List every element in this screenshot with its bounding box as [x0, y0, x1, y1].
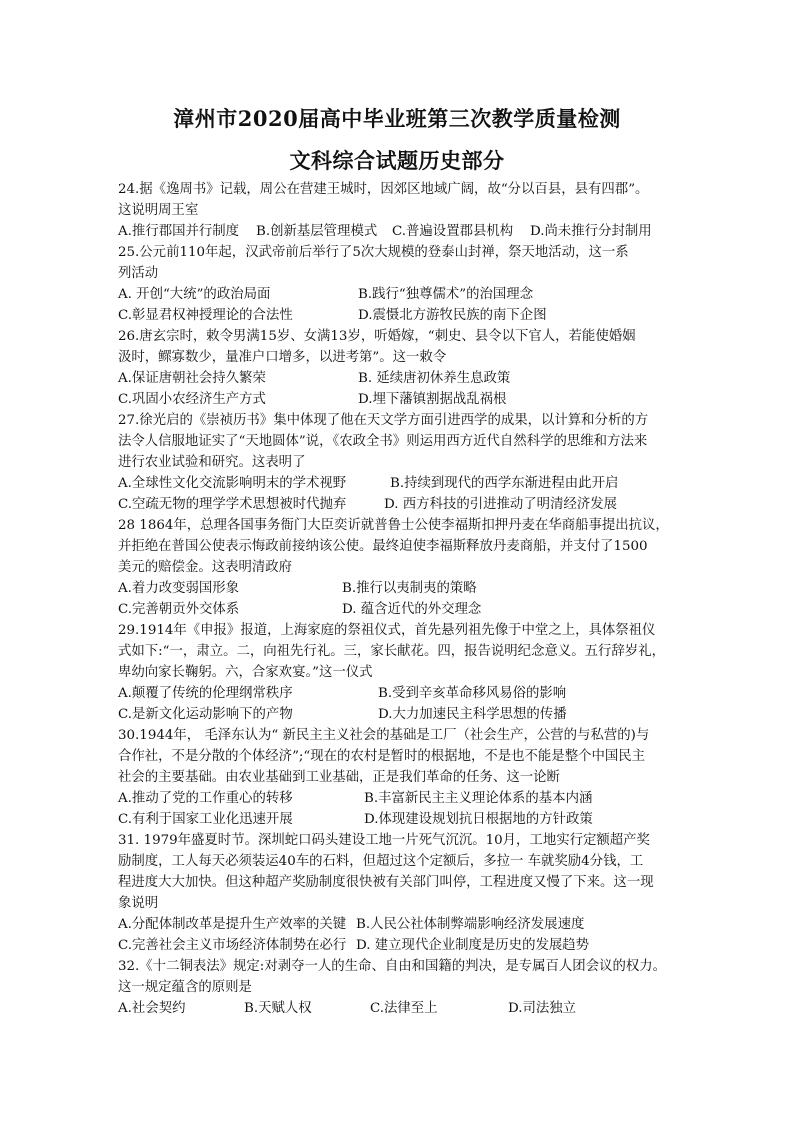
- question-stem-line: 进行农业试验和研究。这表明了: [118, 455, 306, 470]
- option-a[interactable]: A.分配体制改革是提升生产效率的关键: [118, 917, 347, 932]
- option-c[interactable]: C.巩固小农经济生产方式: [118, 392, 266, 407]
- options-row: [118, 809, 678, 830]
- question-stem-line: 25.公元前110年起，汉武帝前后举行了5次大规模的登泰山封禅，祭天地活动，这一系: [118, 245, 629, 260]
- options-row: [118, 494, 678, 515]
- options-row: [118, 914, 678, 935]
- option-c[interactable]: C.是新文化运动影响下的产物: [118, 707, 293, 722]
- options-row: [118, 221, 678, 242]
- option-a[interactable]: A.推动了党的工作重心的转移: [118, 791, 293, 806]
- option-a[interactable]: A.推行郡国并行制度: [118, 224, 240, 239]
- question-stem-line: 32.《十二铜表法》规定:对剥夺一人的生命、自由和国籍的判决，是专属百人团会议的权力。: [118, 959, 667, 974]
- option-c[interactable]: C.有利于国家工业化迅速开展: [118, 812, 293, 827]
- option-a[interactable]: A.社会契约: [118, 1001, 186, 1016]
- question-stem-line: 并拒绝在普国公使表示悔政前接纳该公使。最终迫使李福斯释放丹麦商船，并支付了1500: [118, 539, 648, 554]
- option-a[interactable]: A.着力改变弱国形象: [118, 581, 240, 596]
- question-25: [118, 242, 678, 326]
- options-row: [118, 998, 678, 1019]
- option-d[interactable]: D.司法独立: [508, 1001, 577, 1016]
- question-stem-line: 合作社，不是分散的个体经济”;“现在的农村是暂时的根据地，不是也不能是整个中国民主: [118, 749, 646, 764]
- options-row: [118, 389, 678, 410]
- options-row: [118, 284, 678, 305]
- question-stem-line: 象说明: [118, 896, 159, 911]
- question-stem-line: 励制度，工人每天必须装运40车的石料，但超过这个定额后，多拉一 车就奖励4分钱，工: [118, 854, 644, 869]
- options-row: [118, 473, 678, 494]
- option-a[interactable]: A. 开创“大统”的政治局面: [118, 287, 271, 302]
- option-d[interactable]: D.尚未推行分封制用: [530, 224, 652, 239]
- option-d[interactable]: D.大力加速民主科学思想的传播: [378, 707, 567, 722]
- page-title: 漳州市2020届高中毕业班第三次教学质量检测: [173, 106, 621, 131]
- question-stem-line: 美元的赔偿金。这表明清政府: [118, 560, 293, 575]
- option-b[interactable]: B. 延续唐初休养生息政策: [358, 371, 511, 386]
- question-stem-line: 29.1914年《申报》报道，上海家庭的祭祖仪式，首先悬列祖先像于中堂之上，具体祭祖仪: [118, 623, 656, 638]
- question-26: [118, 326, 678, 410]
- option-a[interactable]: A.颠覆了传统的伦理纲常秩序: [118, 686, 293, 701]
- option-c[interactable]: C.完善社会主义市场经济体制势在必行: [118, 938, 347, 953]
- option-d[interactable]: D. 蕴含近代的外交理念: [342, 602, 482, 617]
- options-row: [118, 368, 678, 389]
- question-stem-line: 程进度大大加快。但这种超产奖励制度很快被有关部门叫停，工程进度又慢了下来。这一现: [118, 875, 654, 890]
- options-row: [118, 683, 678, 704]
- question-stem-line: 26.唐玄宗时，敕令男满15岁、女满13岁，听婚嫁，“刺史、县令以下官人，若能使婚姻: [118, 329, 636, 344]
- question-28: [118, 515, 678, 620]
- question-stem-line: 式如下:“一，肃立。二，向祖先行礼。三，家长献花。四，报告说明纪念意义。五行辞岁礼，: [118, 644, 665, 659]
- question-stem-line: 汲时，鳏寡数少，量准户口增多，以进考第”。这一敕令: [118, 350, 447, 365]
- option-c[interactable]: C.法律至上: [370, 1001, 438, 1016]
- option-b[interactable]: B.践行“独尊儒术”的治国理念: [358, 287, 534, 302]
- option-b[interactable]: B.创新基层管理模式: [256, 224, 378, 239]
- option-b[interactable]: B.推行以夷制夷的策略: [342, 581, 477, 596]
- option-b[interactable]: B.受到辛亥革命移风易俗的影响: [378, 686, 567, 701]
- options-row: [118, 599, 678, 620]
- options-row: [118, 305, 678, 326]
- option-b[interactable]: B.人民公社体制弊端影响经济发展速度: [356, 917, 585, 932]
- option-d[interactable]: D. 西方科技的引进推动了明清经济发展: [384, 497, 618, 512]
- question-stem-line: 卑幼向家长鞠躬。六，合家欢宴。”这一仪式: [118, 665, 373, 680]
- option-d[interactable]: D.震慑北方游牧民族的南下企图: [358, 308, 547, 323]
- option-a[interactable]: A.保证唐朝社会持久繁荣: [118, 371, 266, 386]
- question-32: [118, 956, 678, 1019]
- question-31: [118, 830, 678, 956]
- option-d[interactable]: D. 建立现代企业制度是历史的发展趋势: [356, 938, 590, 953]
- question-stem-line: 法令人信服地证实了“天地圆体”说，《农政全书》则运用西方近代自然科学的思维和方法来: [118, 434, 648, 449]
- option-c[interactable]: C.完善朝贡外交体系: [118, 602, 240, 617]
- question-stem-line: 28 1864年，总理各国事务衙门大臣奕䜣就普鲁士公使李福斯扣押丹麦在华商船事提出抗议，: [118, 518, 669, 533]
- question-27: [118, 410, 678, 515]
- questions: [118, 179, 678, 1019]
- option-b[interactable]: B.持续到现代的西学东渐进程由此开启: [390, 476, 619, 491]
- question-stem-line: 列活动: [118, 266, 159, 281]
- question-29: [118, 620, 678, 725]
- question-stem-line: 30.1944年， 毛泽东认为“ 新民主主义社会的基础是工厂（社会生产，公营的与私营的)与: [118, 728, 650, 743]
- options-row: [118, 788, 678, 809]
- question-stem-line: 27.徐光启的《崇祯历书》集中体现了他在天文学方面引进西学的成果，以计算和分析的方: [118, 413, 649, 428]
- option-c[interactable]: C.彰显君权神授理论的合法性: [118, 308, 293, 323]
- option-a[interactable]: A.全球性文化交流影响明末的学术视野: [118, 476, 347, 491]
- question-stem-line: 这说明周王室: [118, 203, 199, 218]
- question-24: [118, 179, 678, 242]
- question-30: [118, 725, 678, 830]
- options-row: [118, 578, 678, 599]
- options-row: [118, 704, 678, 725]
- option-b[interactable]: B.天赋人权: [244, 1001, 312, 1016]
- question-stem-line: 31. 1979年盛夏时节。深圳蛇口码头建设工地一片死气沉沉。10月，工地实行定额超产奖: [118, 833, 650, 848]
- question-stem-line: 社会的主要基础。由农业基础到工业基础，正是我们革命的任务、这一论断: [118, 770, 560, 785]
- option-d[interactable]: D.体现建设规划抗日根据地的方针政策: [364, 812, 593, 827]
- options-row: [118, 935, 678, 956]
- option-c[interactable]: C.普遍设置郡县机构: [392, 224, 514, 239]
- option-d[interactable]: D.埋下藩镇割据战乱祸根: [358, 392, 507, 407]
- option-b[interactable]: B.丰富新民主主义理论体系的基本内涵: [364, 791, 593, 806]
- option-c[interactable]: C.空疏无物的理学学术思想被时代抛弃: [118, 497, 347, 512]
- page-subtitle: 文科综合试题历史部分: [289, 148, 505, 173]
- question-stem-line: 24.据《逸周书》记载，周公在营建王城时，因郊区地域广阔，故“分以百县，县有四郡”。: [118, 182, 649, 197]
- question-stem-line: 这一规定蕴含的原则是: [118, 980, 252, 995]
